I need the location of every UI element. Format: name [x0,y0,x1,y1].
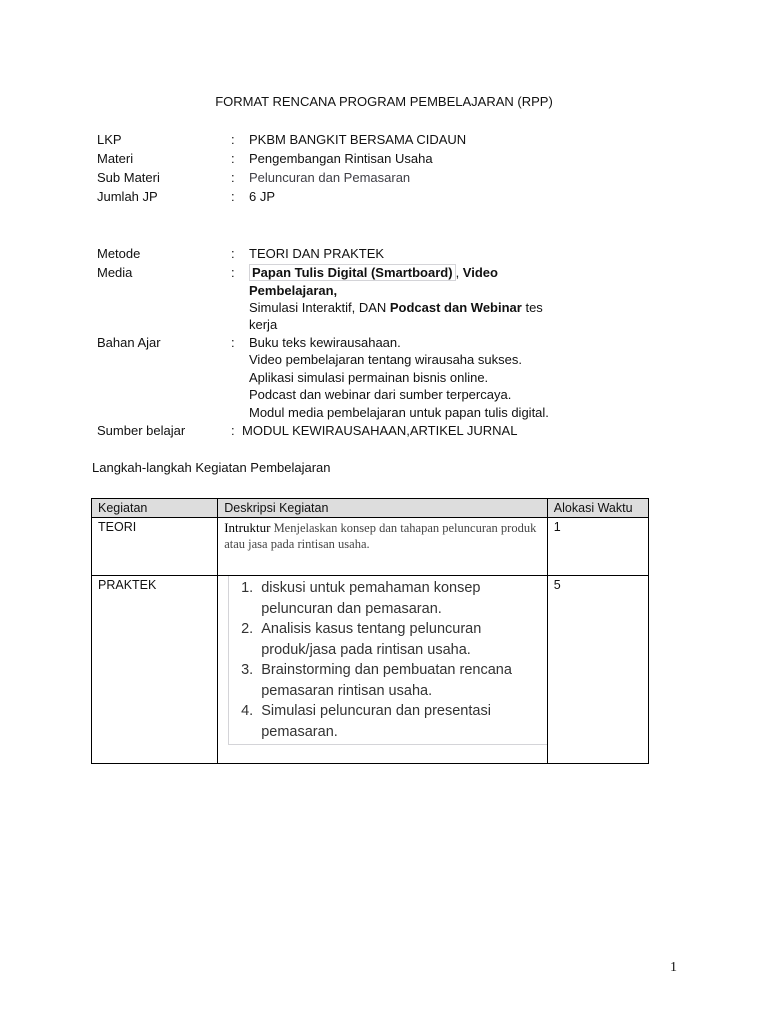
bahan-ajar-item: Aplikasi simulasi permainan bisnis online. [249,370,489,385]
alokasi-cell: 5 [547,576,648,764]
lkp-label: LKP [97,132,122,147]
sumber-belajar-value: MODUL KEWIRAUSAHAAN,ARTIKEL JURNAL [242,423,518,438]
activities-table [91,498,649,764]
materi-label: Materi [97,151,134,166]
deskripsi-lead: Intruktur [224,520,271,535]
media-simulasi: Simulasi Interaktif, DAN [249,300,390,315]
bahan-ajar-item: Buku teks kewirausahaan. [249,335,401,350]
deskripsi-text: Menjelaskan konsep dan tahapan peluncuran produk atau jasa pada rintisan usaha. [224,521,537,551]
list-item: 1. diskusi untuk pemahaman konsep peluncuran dan pemasaran. [257,578,547,619]
lkp-value: PKBM BANGKIT BERSAMA CIDAUN [249,132,467,147]
sub-materi-colon: : [231,170,235,185]
materi-value: Pengembangan Rintisan Usaha [249,151,433,166]
sumber-belajar-colon: : [231,423,235,438]
table-row [92,576,649,764]
kegiatan-cell: PRAKTEK [92,576,218,764]
media-podcast: Podcast dan Webinar [389,300,522,315]
list-item: 3. Brainstorming dan pembuatan rencana pemasaran rintisan usaha. [257,660,547,701]
bahan-ajar-item: Podcast dan webinar dari sumber terpercaya. [249,387,512,402]
media-tes: tes [521,300,543,315]
sub-materi-value: Peluncuran dan Pemasaran [249,170,411,185]
alokasi-cell: 1 [547,518,648,576]
section-heading: Langkah-langkah Kegiatan Pembelajaran [92,460,331,475]
jumlah-jp-colon: : [231,189,235,204]
list-item: 4. Simulasi peluncuran dan presentasi pemasaran. [257,701,547,742]
page-title: FORMAT RENCANA PROGRAM PEMBELAJARAN (RPP) [215,94,553,109]
media-label: Media [97,265,133,280]
page-number: 1 [670,960,677,975]
header-kegiatan: Kegiatan [92,499,218,518]
deskripsi-cell [218,576,548,764]
jumlah-jp-label: Jumlah JP [97,189,158,204]
header-deskripsi: Deskripsi Kegiatan [218,499,548,518]
sub-materi-label: Sub Materi [97,170,160,185]
header-alokasi: Alokasi Waktu [547,499,648,518]
jumlah-jp-value: 6 JP [249,189,276,204]
metode-colon: : [231,246,235,261]
deskripsi-cell [218,518,548,576]
lkp-colon: : [231,132,235,147]
bahan-ajar-item: Modul media pembelajaran untuk papan tulis digital. [249,405,549,420]
media-line-3 [249,300,543,316]
bahan-ajar-item: Video pembelajaran tentang wirausaha sukses. [249,352,522,367]
list-item: 2. Analisis kasus tentang peluncuran produk/jasa pada rintisan usaha. [257,619,547,660]
metode-label: Metode [97,246,141,261]
bahan-ajar-label: Bahan Ajar [97,335,161,350]
table-row [92,518,649,576]
media-line-1 [249,265,498,281]
media-colon: : [231,265,235,280]
media-line-2: Pembelajaran, [249,283,338,298]
media-separator: , [455,265,463,280]
media-line-4: kerja [249,317,278,332]
kegiatan-cell: TEORI [92,518,218,576]
media-smartboard: Papan Tulis Digital (Smartboard) [249,264,456,281]
praktek-steps-list [228,576,547,745]
metode-value: TEORI DAN PRAKTEK [249,246,385,261]
sumber-belajar-label: Sumber belajar [97,423,186,438]
media-video: Video [462,265,498,280]
bahan-ajar-colon: : [231,335,235,350]
table-header-row [92,499,649,518]
materi-colon: : [231,151,235,166]
